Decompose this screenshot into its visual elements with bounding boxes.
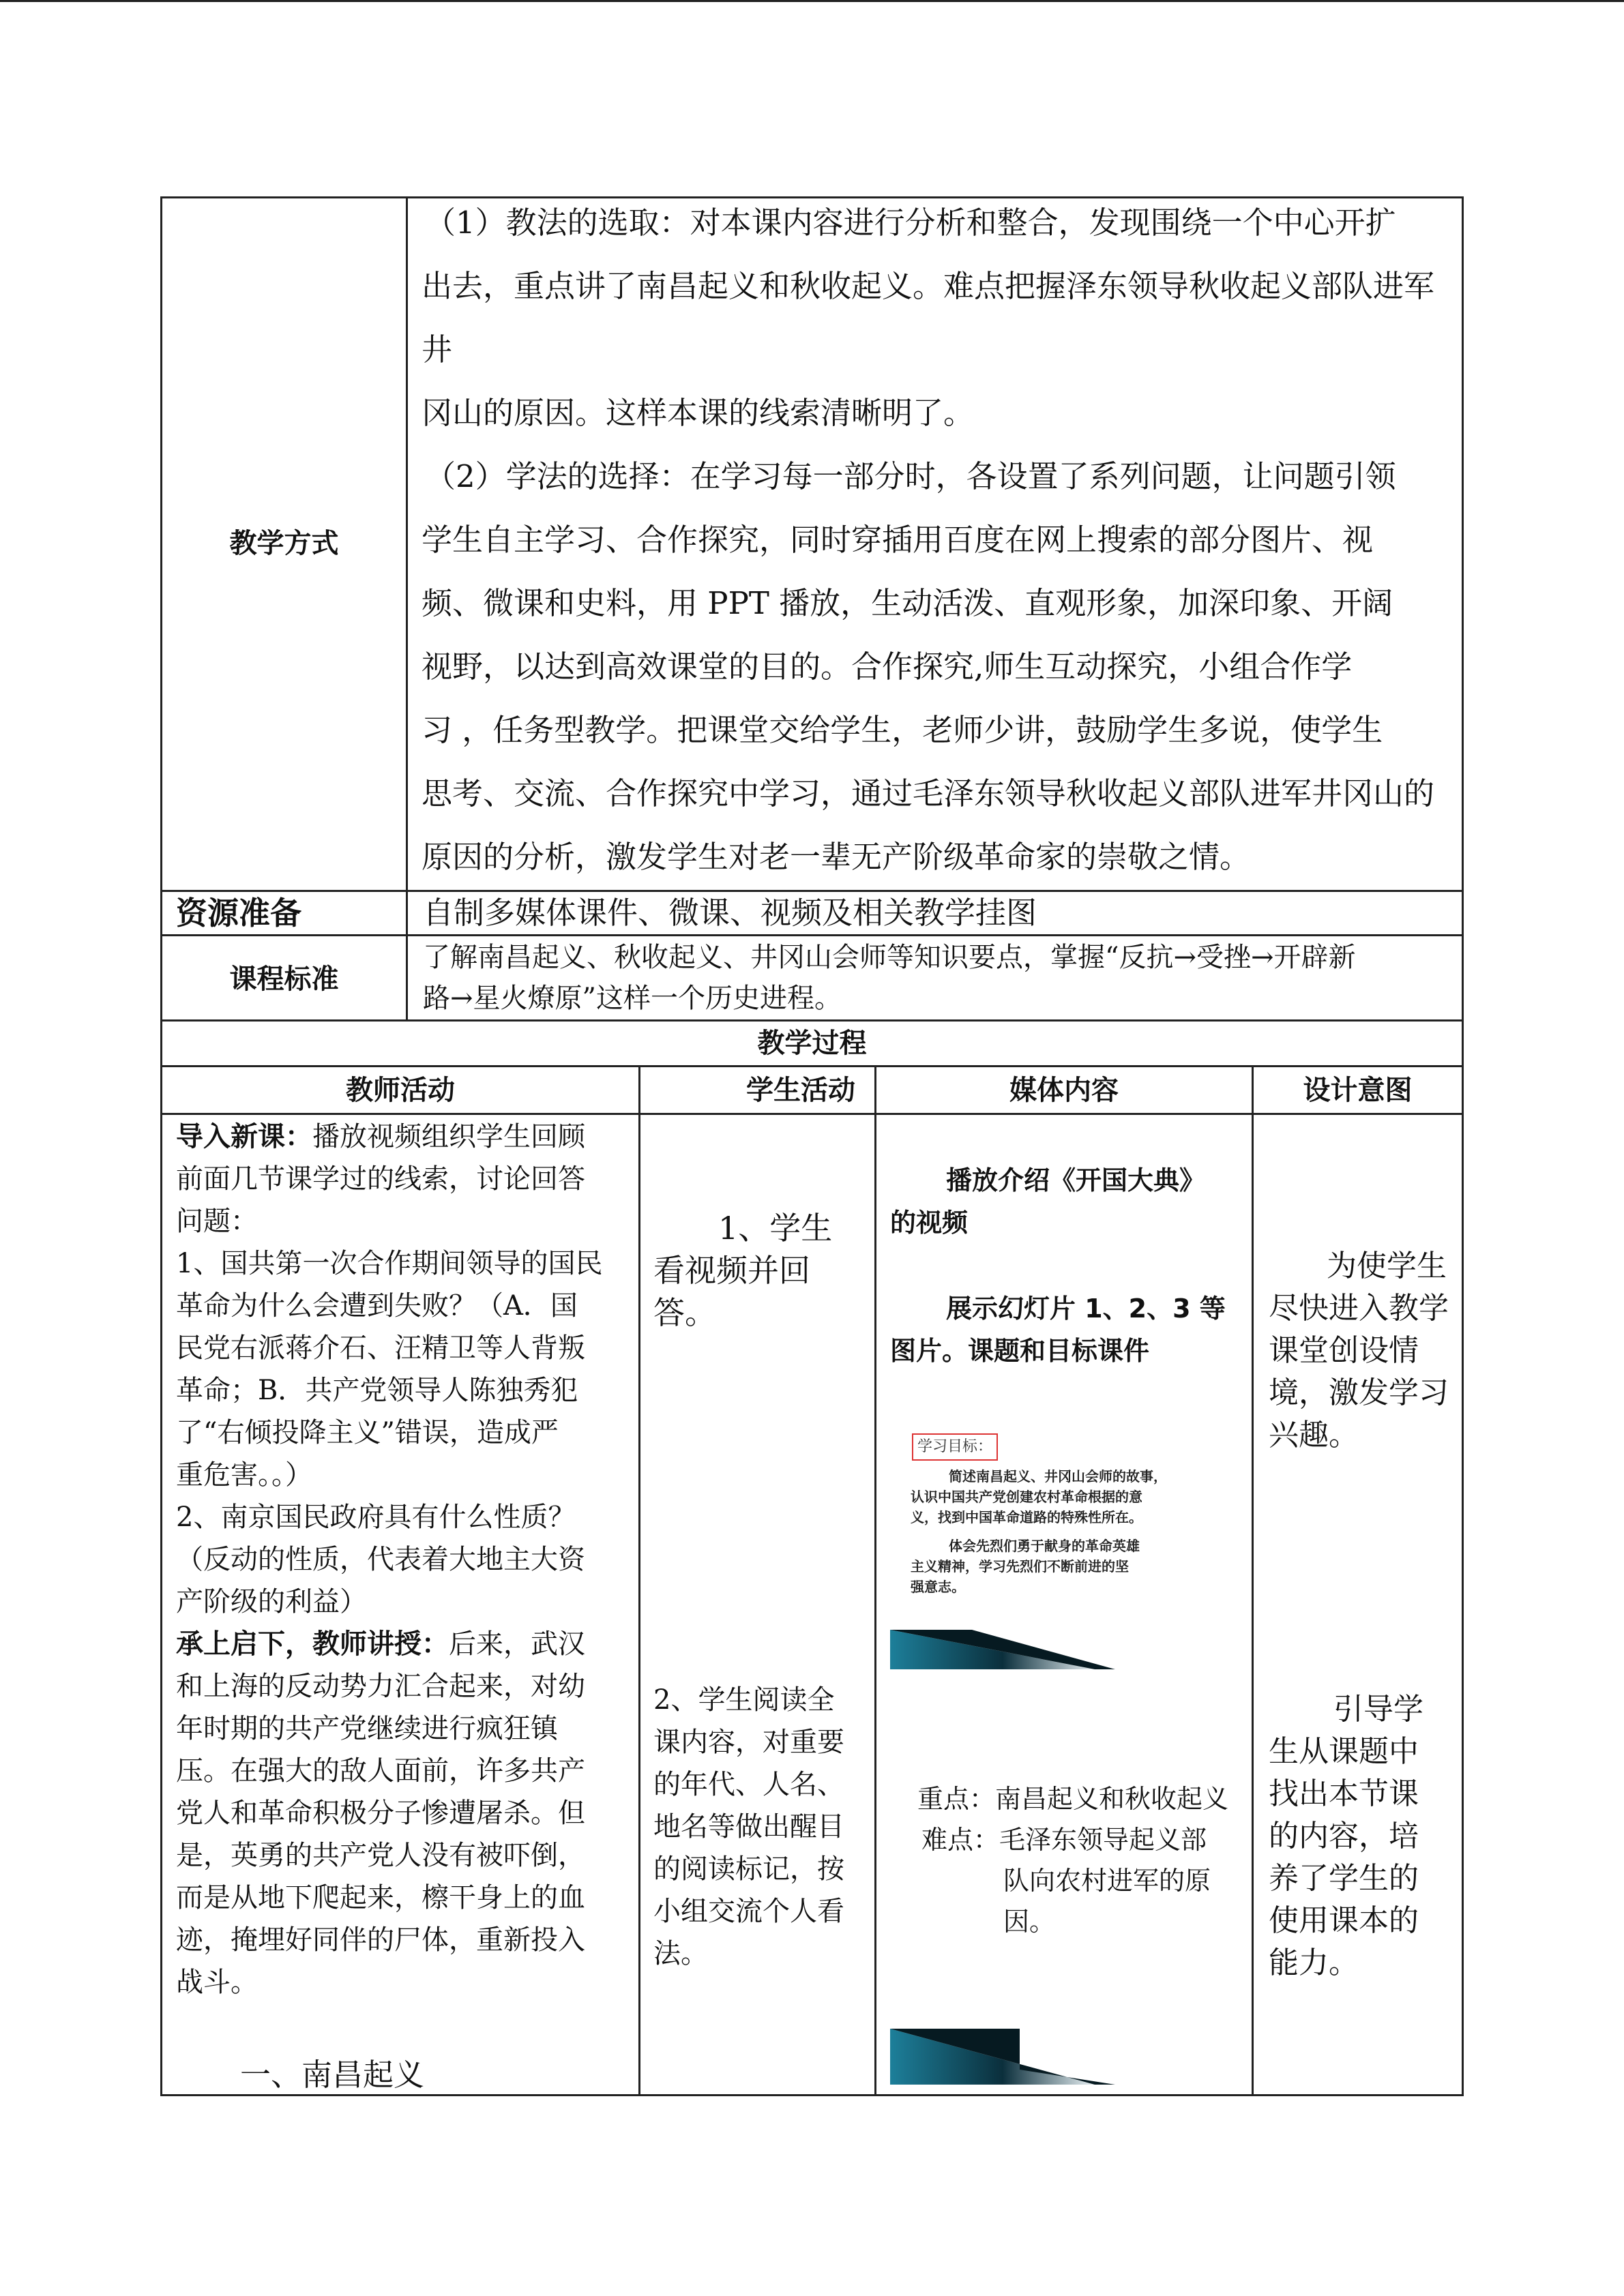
slide-line: 主义精神，学习先烈们不断前进的坚 [911,1558,1129,1575]
teacher-line: 产阶级的利益） [176,1586,367,1617]
student-line: 2、学生阅读全 [653,1684,835,1716]
method-para2-line: 视野，以达到高效课堂的目的。合作探究,师生互动探究，小组合作学 [422,648,1353,685]
slide-line: 重点：南昌起义和秋收起义 [917,1784,1229,1814]
student-line: 地名等做出醒目 [653,1811,844,1843]
header-design-intent: 设计意图 [1303,1075,1413,1106]
method-content [422,191,1458,889]
slide-line: 义，找到中国革命道路的特殊性所在。 [911,1509,1142,1525]
method-para2-line: 频、微课和史料，用 PPT 播放，生动活泼、直观形象，加深印象、开阔 [422,585,1393,621]
header-teacher-activity: 教师活动 [346,1075,455,1106]
teacher-line: 战斗。 [176,1967,258,1998]
slide-objectives-text [911,1466,1248,1597]
media-caption-2 [890,1287,1248,1372]
teacher-line: 1、国共第一次合作期间领导的国民 [176,1248,603,1279]
design-line: 找出本节课 [1269,1776,1419,1811]
slide-keypoints-text [917,1778,1245,1942]
slide-line: 简述南昌起义、井冈山会师的故事， [949,1468,1167,1485]
teacher-line: 压。在强大的敌人面前，许多共产 [176,1755,585,1787]
student-line: 课内容，对重要 [653,1727,844,1758]
media-caption-line: 展示幻灯片 1、2、3 等 [946,1294,1226,1324]
slide-line: 强意志。 [911,1579,965,1595]
header-media-content: 媒体内容 [1009,1075,1119,1106]
teacher-line: 了“右倾投降主义”错误，造成严 [176,1417,559,1448]
student-line: 小组交流个人看 [653,1896,844,1927]
student-item-2 [653,1679,872,1975]
teacher-line: 和上海的反动势力汇合起来，对幼 [176,1671,585,1702]
method-para2-line: 思考、交流、合作探究中学习，通过毛泽东领导秋收起义部队进军井冈山的 [422,775,1435,811]
teacher-line: 2、南京国民政府具有什么性质？ [176,1502,576,1533]
standard-line: 了解南昌起义、秋收起义、井冈山会师等知识要点，掌握“反抗→受挫→开辟新 [423,942,1356,973]
teacher-line: 承上启下，教师讲授：后来，武汉 [176,1628,585,1660]
slide-line: 认识中国共产党创建农村革命根据的意 [911,1489,1142,1505]
slide-corner-graphic [890,1630,1115,1671]
design-line: 境，激发学习 [1269,1375,1449,1410]
media-caption-line: 播放介绍《开国大典》 [946,1165,1206,1195]
teacher-line: 重危害。。） [176,1459,312,1491]
student-line: 看视频并回 [653,1252,810,1289]
design-line: 课堂创设情 [1269,1333,1419,1368]
standard-text [423,937,1453,1019]
process-title: 教学过程 [757,1028,867,1059]
media-caption-line: 的视频 [890,1208,969,1238]
teacher-line: 问题： [176,1206,258,1237]
student-line: 答。 [653,1294,716,1331]
section-heading: 一、南昌起义 [240,2057,425,2093]
teacher-line: 导入新课：播放视频组织学生回顾 [176,1121,585,1152]
slide-key-points [890,1766,1248,2087]
design-line: 养了学生的 [1269,1861,1419,1896]
design-line: 能力。 [1269,1945,1359,1980]
design-line: 的内容，培 [1269,1819,1419,1853]
media-caption-line: 图片。课题和目标课件 [890,1336,1150,1366]
student-line: 的阅读标记，按 [653,1853,844,1885]
media-caption-1 [890,1159,1248,1244]
student-line: 法。 [653,1938,708,1969]
design-item-1 [1269,1245,1460,1457]
teacher-activity [176,1116,633,2003]
teacher-line: 民党右派蒋介石、汪精卫等人背叛 [176,1332,585,1364]
teacher-line: 而是从地下爬起来，檫干身上的血 [176,1882,585,1913]
design-item-2 [1269,1688,1460,1984]
slide-tag: 学习目标： [912,1433,998,1461]
resources-text: 自制多媒体课件、微课、视频及相关教学挂图 [423,895,1037,931]
slide-learning-objectives [890,1425,1248,1671]
teacher-line: 是，英勇的共产党人没有被吓倒， [176,1840,585,1871]
student-line: 的年代、人名、 [653,1769,844,1800]
slide-corner-graphic [890,2029,1115,2087]
design-line: 使用课本的 [1269,1903,1419,1938]
method-para2-line: （2）学法的选择：在学习每一部分时，各设置了系列问题，让问题引领 [425,458,1396,494]
method-para1-line: （1）教法的选取：对本课内容进行分析和整合，发现围绕一个中心开扩 [425,205,1396,241]
design-line: 引导学 [1333,1692,1423,1727]
resources-label: 资源准备 [176,895,301,931]
design-line: 兴趣。 [1269,1418,1359,1452]
header-student-activity: 学生活动 [746,1075,855,1106]
teacher-line: 党人和革命积极分子惨遭屠杀。但 [176,1798,585,1829]
method-para2-line: 学生自主学习、合作探究，同时穿插用百度在网上搜索的部分图片、视 [422,522,1374,558]
method-label: 教学方式 [229,528,339,559]
method-para2-line: 原因的分析，激发学生对老一辈无产阶级革命家的崇敬之情。 [422,839,1251,875]
slide-line: 难点：毛泽东领导起义部 [921,1825,1207,1855]
standard-line: 路→星火燎原”这样一个历史进程。 [423,983,842,1014]
teacher-line: 年时期的共产党继续进行疯狂镇 [176,1713,558,1744]
teacher-line: （反动的性质，代表着大地主大资 [176,1544,585,1575]
teacher-line: 革命；B．共产党领导人陈独秀犯 [176,1375,578,1406]
method-para1-line: 冈山的原因。这样本课的线索清晰明了。 [422,395,975,431]
method-para1-line: 出去，重点讲了南昌起义和秋收起义。难点把握泽东领导秋收起义部队进军井 [422,268,1435,368]
design-line: 为使学生 [1327,1249,1447,1283]
design-line: 尽快进入教学 [1269,1291,1449,1326]
slide-line: 体会先烈们勇于献身的革命英雄 [949,1538,1140,1554]
design-line: 生从课题中 [1269,1734,1419,1769]
student-item-1 [653,1207,872,1334]
standard-label: 课程标准 [229,964,339,995]
teacher-line: 迹，掩埋好同伴的尸体，重新投入 [176,1924,585,1956]
teacher-line: 前面几节课学过的线索，讨论回答 [176,1163,585,1195]
method-para2-line: 习 ，任务型教学。把课堂交给学生，老师少讲，鼓励学生多说，使学生 [422,712,1383,748]
student-line: 1、学生 [718,1210,833,1247]
teacher-line: 革命为什么会遭到失败？（A．国 [176,1290,578,1322]
slide-line: 队向农村进军的原因。 [1003,1866,1211,1937]
